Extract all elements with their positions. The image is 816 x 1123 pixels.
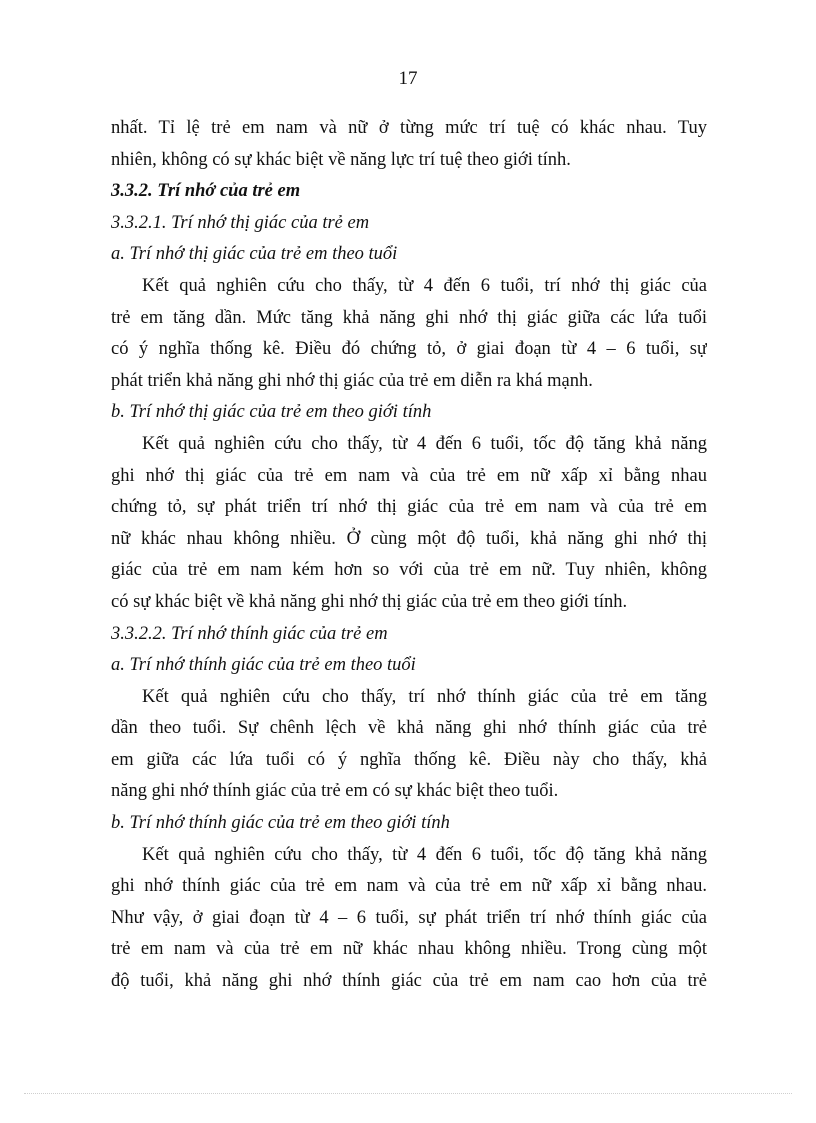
paragraph — [111, 113, 707, 176]
paragraph — [111, 840, 707, 998]
section-heading: 3.3.2. Trí nhớ của trẻ em — [111, 181, 301, 202]
paragraph — [111, 429, 707, 619]
text-line: trẻ em nam và của trẻ em nữ khác nhau không nhiều. Trong cùng một — [111, 939, 707, 960]
text-line: Kết quả nghiên cứu cho thấy, từ 4 đến 6 tuổi, tốc độ tăng khả năng — [142, 433, 707, 454]
text-line: nhiên, không có sự khác biệt về năng lực trí tuệ theo giới tính. — [111, 149, 571, 170]
subsubsection-heading: a. Trí nhớ thính giác của trẻ em theo tuổi — [111, 655, 416, 676]
text-line: chứng tỏ, sự phát triển trí nhớ thị giác của trẻ em nam và của trẻ em — [111, 497, 707, 518]
subsubsection-heading: b. Trí nhớ thị giác của trẻ em theo giới tính — [111, 402, 432, 423]
text-line: ghi nhớ thị giác của trẻ em nam và của trẻ em nữ xấp xỉ bằng nhau — [111, 465, 707, 486]
document-body — [111, 113, 707, 998]
paragraph — [111, 271, 707, 397]
subsection-heading: 3.3.2.2. Trí nhớ thính giác của trẻ em — [111, 623, 388, 644]
subsubsection-heading: b. Trí nhớ thính giác của trẻ em theo giới tính — [111, 813, 450, 834]
text-line: nữ khác nhau không nhiều. Ở cùng một độ tuổi, khả năng ghi nhớ thị — [111, 528, 707, 549]
text-line: trẻ em tăng dần. Mức tăng khả năng ghi nhớ thị giác giữa các lứa tuổi — [111, 307, 707, 328]
text-line: phát triển khả năng ghi nhớ thị giác của trẻ em diễn ra khá mạnh. — [111, 370, 593, 391]
paragraph — [111, 682, 707, 808]
page-number: 17 — [398, 68, 418, 89]
text-line: có sự khác biệt về khả năng ghi nhớ thị giác của trẻ em theo giới tính. — [111, 591, 628, 612]
text-line: dần theo tuổi. Sự chênh lệch về khả năng ghi nhớ thính giác của trẻ — [111, 718, 707, 739]
page-bottom-divider — [24, 1093, 792, 1094]
text-line: Như vậy, ở giai đoạn từ 4 – 6 tuổi, sự phát triển trí nhớ thính giác của — [111, 907, 707, 928]
subsection-heading: 3.3.2.1. Trí nhớ thị giác của trẻ em — [111, 212, 370, 233]
text-line: có ý nghĩa thống kê. Điều đó chứng tỏ, ở giai đoạn từ 4 – 6 tuổi, sự — [111, 339, 707, 360]
subsubsection-heading: a. Trí nhớ thị giác của trẻ em theo tuổi — [111, 244, 398, 265]
text-line: năng ghi nhớ thính giác của trẻ em có sự khác biệt theo tuổi. — [111, 781, 559, 802]
text-line: em giữa các lứa tuổi có ý nghĩa thống kê. Điều này cho thấy, khả — [111, 749, 707, 770]
text-line: Kết quả nghiên cứu cho thấy, từ 4 đến 6 tuổi, tốc độ tăng khả năng — [142, 844, 707, 865]
text-line: Kết quả nghiên cứu cho thấy, trí nhớ thính giác của trẻ em tăng — [142, 686, 707, 707]
text-line: nhất. Tỉ lệ trẻ em nam và nữ ở từng mức trí tuệ có khác nhau. Tuy — [111, 118, 707, 138]
text-line: Kết quả nghiên cứu cho thấy, từ 4 đến 6 tuổi, trí nhớ thị giác của — [142, 275, 707, 296]
text-line: giác của trẻ em nam kém hơn so với của trẻ em nữ. Tuy nhiên, không — [111, 560, 707, 581]
text-line: ghi nhớ thính giác của trẻ em nam và của trẻ em nữ xấp xỉ bằng nhau. — [111, 876, 707, 897]
text-line: độ tuổi, khả năng ghi nhớ thính giác của trẻ em nam cao hơn của trẻ — [111, 971, 707, 992]
